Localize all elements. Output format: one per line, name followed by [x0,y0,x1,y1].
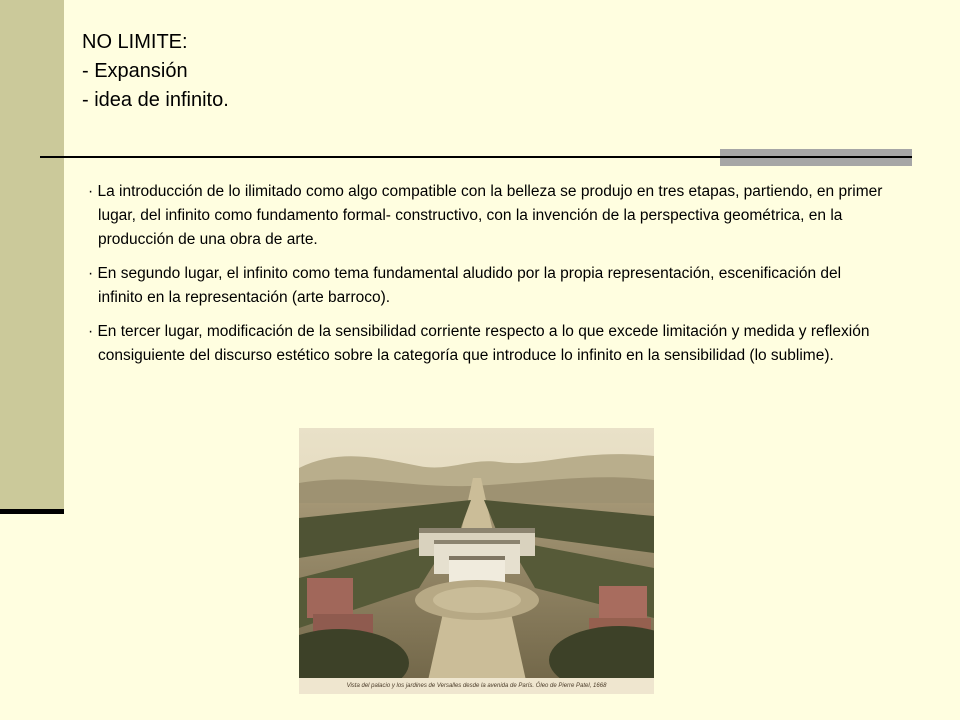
paragraph-stage-1: · La introducción de lo ilimitado como algo compatible con la belleza se produjo en tres etapas, partiendo, en primer lugar, del infinito como fundamento formal- constructivo, con la invención de la perspectiva geométrica, en la producción de una obra de arte. [88,183,883,248]
paragraph-stage-3: · En tercer lugar, modificación de la sensibilidad corriente respecto a lo que excede limitación y medida y reflexión consiguiente del discurso estético sobre la categoría que introduce lo infinito en la sensibilidad (lo sublime). [88,323,870,364]
slide-title [82,28,229,115]
image-caption: Vista del palacio y los jardines de Versalles desde la avenida de París. Óleo de Pierre Patel, 1668 [299,678,654,694]
versailles-painting-image [299,428,654,694]
title-line: - Expansión [82,60,188,82]
side-band-rule [0,509,64,514]
divider-segment [720,156,912,158]
body-text [88,180,888,378]
paragraph-stage-2: · En segundo lugar, el infinito como tema fundamental aludido por la propia representación, escenificación del infinito en la representación (arte barroco). [88,265,842,306]
title-line: NO LIMITE: [82,31,188,53]
title-line: - idea de infinito. [82,89,229,111]
side-accent-band [0,0,64,512]
painting-illustration [299,428,654,694]
